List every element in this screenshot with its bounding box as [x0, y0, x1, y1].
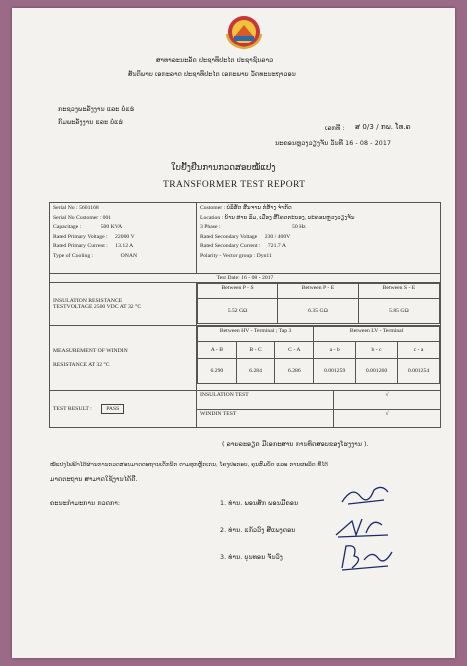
details-note: ( ລາຍລະອຽດ ມີເອກະສານ ການທົດສອບຂອງໂຮງງານ ).	[222, 441, 369, 448]
test-date: Test Date: 16 - 08 - 2017	[50, 274, 441, 283]
title-lao: ໃບຢັ້ງຢືນການກວດສອບໝໍ້ແປງ	[171, 163, 276, 173]
hv-header: Between HV - Terminal ; Tap 3	[198, 327, 314, 342]
wr-col-ab: A - B	[198, 342, 237, 359]
spec-secondary-voltage: Rated Secondary Voltage 230 / 400V	[200, 233, 291, 240]
spec-primary-current: Rated Primary Current : 13.12 A	[53, 243, 134, 249]
wr-value-bc-lv: 0.001260	[356, 359, 398, 384]
specs-right-cell	[197, 203, 441, 274]
wr-col-ab-lv: a - b	[314, 342, 356, 359]
spec-serial: Serial No : 5601168	[53, 205, 99, 211]
insulation-label: INSULATION RESISTANCE TESTVOLTAGE 2500 VDC AT 32 °C	[50, 283, 197, 326]
result-row	[50, 391, 441, 410]
wr-value-bc: 6.284	[236, 359, 275, 384]
lv-header: Between LV - Terminal	[314, 327, 440, 342]
insulation-test-name: INSULATION TEST	[197, 391, 334, 410]
document-page	[12, 8, 455, 658]
winding-values	[197, 326, 441, 391]
spec-location: Location : ບ້ານ ສາຍ ລົມ, ເມືອງ ສີໂຄດຕະບອງ, ນະຄອນຫຼວງວຽງຈັນ	[200, 214, 355, 221]
pass-badge: PASS	[101, 404, 124, 414]
wr-col-ca-lv: c - a	[398, 342, 440, 359]
ir-value-ps: 5.52 GΩ	[198, 299, 278, 324]
spec-cooling: Type of Cooling : ONAN	[53, 252, 138, 259]
insulation-row	[50, 283, 441, 326]
spec-secondary-current: Rated Secondary Current : 721.7 A	[200, 243, 286, 249]
spec-phase-hz: 3 Phase : 50 Hz	[200, 224, 306, 230]
ir-header-ps: Between P - S	[198, 284, 278, 299]
signature-2	[332, 513, 392, 541]
signature-1	[338, 482, 394, 510]
ir-header-pe: Between P - E	[278, 284, 359, 299]
insulation-values	[197, 283, 441, 326]
issue-date: ນະຄອນຫຼວງວຽງຈັນ ວັນທີ 16 - 08 - 2017	[275, 140, 392, 147]
signer-2: 2. ທ່ານ. ແກ້ວວົງ ສີແພງດອນ	[220, 527, 296, 534]
spec-serial-customer: Serial No Customer : 001	[53, 214, 112, 221]
committee-label: ຄະນະກຳມະການ ກວດກາ:	[50, 500, 121, 507]
ir-value-se: 5.85 GΩ	[358, 299, 439, 324]
test-result-label: TEST RESULT :	[53, 406, 92, 412]
signer-3: 3. ທ່ານ. ບຸນທອນ ຈັນວົງ	[220, 554, 283, 561]
wr-col-ca: C - A	[275, 342, 314, 359]
winding-row	[50, 326, 441, 391]
doc-number-label: ເລກທີ :	[325, 125, 345, 132]
header-line-2: ສັນຕິພາບ ເອກະລາດ ປະຊາທິປະໄຕ ເອກະພາບ ວັດທະນະຖາວອນ	[128, 71, 296, 78]
winding-test-check: √	[334, 409, 441, 428]
wr-value-ab-lv: 0.001259	[314, 359, 356, 384]
spec-capacity: Capacitage : 500 KVA	[53, 224, 123, 230]
title-english: TRANSFORMER TEST REPORT	[163, 180, 306, 190]
spec-customer: Customer : ບໍລິສັດ ສີນຈານ ກໍ່ສ້າງ ຈຳກັດ	[200, 205, 292, 211]
winding-test-name: WINDIN TEST	[197, 409, 334, 428]
wr-value-ca-lv: 0.001254	[398, 359, 440, 384]
test-result-cell	[50, 391, 197, 428]
signature-3	[334, 540, 396, 574]
spec-primary-voltage: Rated Primary Voltage : 22000 V	[53, 233, 135, 240]
specs-row	[50, 203, 441, 274]
winding-label: MEASUREMENT OF WINDIN RESISTANCE AT 32 °C	[50, 326, 197, 391]
test-report-table	[49, 202, 441, 428]
body-text-line-2: ມາດຕະຖານ ສາມາດໃຊ້ງານໄດ້ດີ.	[50, 476, 138, 483]
wr-col-bc-lv: b - c	[356, 342, 398, 359]
header-line-1: ສາທາລະນະລັດ ປະຊາທິປະໄຕ ປະຊາຊົນລາວ	[156, 57, 274, 64]
department-name: ກົມພະລັງງານ ແລະ ບໍ່ແຮ່	[58, 119, 123, 126]
ir-value-pe: 6.35 GΩ	[278, 299, 359, 324]
test-date-row	[50, 274, 441, 283]
doc-number-value: ສ 0/3 / ກພ. ໂທ.ຄ	[355, 123, 411, 131]
insulation-test-check: √	[334, 391, 441, 410]
ministry-name: ກະຊວງພະລັງງານ ແລະ ບໍ່ແຮ່	[58, 106, 135, 113]
wr-value-ab: 6.290	[198, 359, 237, 384]
spec-polarity: Polarity - Vector group : Dyn11	[200, 252, 272, 259]
signer-1: 1. ທ່ານ. ພອນສັກ ພອນມີຄອນ	[220, 500, 299, 507]
body-text-line-1: ໝໍ້ແປງໄຟຟ້າໄດ້ຜ່ານການກວດສອບມາດຕະຖານເຕັກນິກ ຕາມທຸກຫຼັກເກນ, ໂຄງປະກອບ, ຄຸນສົມບັດ ແລະ ການຜະລິດ ທີ່ໄດ້	[50, 462, 329, 468]
specs-left-cell	[50, 203, 197, 274]
lao-national-emblem	[223, 14, 265, 50]
wr-col-bc: B - C	[236, 342, 275, 359]
ir-header-se: Between S - E	[358, 284, 439, 299]
wr-value-ca: 6.286	[275, 359, 314, 384]
